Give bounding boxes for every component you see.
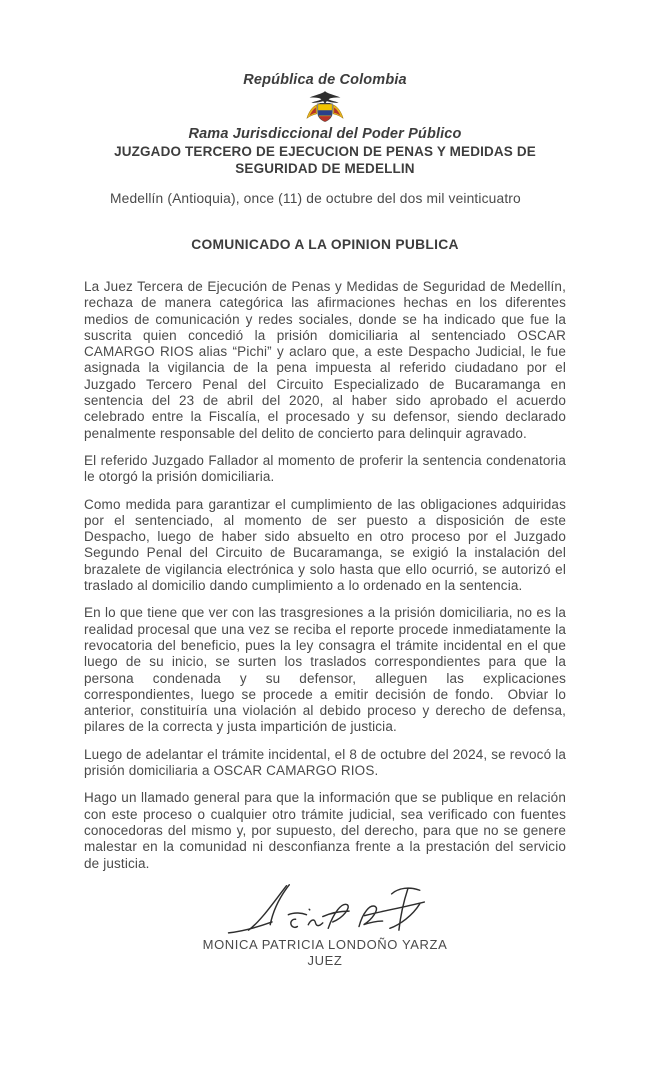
body-paragraph-3: Como medida para garantizar el cumplimiento de las obligaciones adquiridas por el sentenciado, al momento de ser puesto a disposición de este Despacho, luego de haber sido absuelto en otro proceso por el Juzgado Segundo Penal del Circuito de Bucaramanga, se exigió la instalación del brazalete de vigilancia electrónica y solo hasta que ello ocurrió, se autorizó el traslado al domicilio dando cumplimiento a lo ordenado en la sentencia.: [84, 496, 566, 594]
header-republic: República de Colombia: [243, 72, 407, 88]
body-paragraph-6: Hago un llamado general para que la información que se publique en relación con este proceso o cualquier otro trámite judicial, sea verificado con fuentes conocedoras del mismo y, por supuesto, del derecho, para que no se genere malestar en la comunidad ni desconfianza frente a la prestación del servicio de justicia.: [84, 790, 566, 871]
signature-block: [84, 883, 566, 969]
signer-name: MONICA PATRICIA LONDOÑO YARZA: [202, 936, 448, 952]
communique-title: COMUNICADO A LA OPINION PUBLICA: [191, 237, 459, 252]
handwritten-signature-icon: [213, 883, 438, 941]
emblem-container: [84, 90, 566, 126]
body-paragraph-2: El referido Juzgado Fallador al momento de proferir la sentencia condenatoria le otorgó la prisión domiciliaria.: [84, 452, 566, 485]
header-branch: Rama Jurisdiccional del Poder Público: [188, 126, 462, 142]
dateline: Medellín (Antioquia), once (11) de octubre del dos mil veinticuatro: [110, 191, 521, 206]
header-court-name: JUZGADO TERCERO DE EJECUCION DE PENAS Y MEDIDAS DE SEGURIDAD DE MEDELLIN: [114, 144, 536, 176]
document-body: [84, 279, 566, 872]
body-paragraph-1: La Juez Tercera de Ejecución de Penas y Medidas de Seguridad de Medellín, rechaza de manera categórica las afirmaciones hechas en los diferentes medios de comunicación y redes sociales, donde se ha indicado que fue la suscrita quien concedió la prisión domiciliaria al sentenciado OSCAR CAMARGO RIOS alias “Pichi” y aclaro que, a este Despacho Judicial, le fue asignada la vigilancia de la pena impuesta al referido ciudadano por el Juzgado Tercero Penal del Circuito Especializado de Bucaramanga en sentencia del 23 de abril del 2020, al haber sido aprobado el acuerdo celebrado entre la Fiscalía, el procesado y su defensor, siendo declarado penalmente responsable del delito de concierto para delinquir agravado.: [84, 279, 566, 441]
signer-role: JUEZ: [307, 952, 343, 968]
body-paragraph-5: Luego de adelantar el trámite incidental, el 8 de octubre del 2024, se revocó la prisión domiciliaria a OSCAR CAMARGO RIOS.: [84, 746, 566, 779]
body-paragraph-4: En lo que tiene que ver con las trasgresiones a la prisión domiciliaria, no es la realidad procesal que una vez se reciba el reporte procede inmediatamente la revocatoria del beneficio, pues la ley consagra el trámite incidental en el que luego de su inicio, se surten los traslados correspondientes para que la persona condenada y su defensor, alleguen las explicaciones correspondientes, luego se procede a emitir decisión de fondo. Obviar lo anterior, constituiría una violación al debido proceso y derecho de defensa, pilares de la correcta y justa impartición de justicia.: [84, 605, 566, 735]
